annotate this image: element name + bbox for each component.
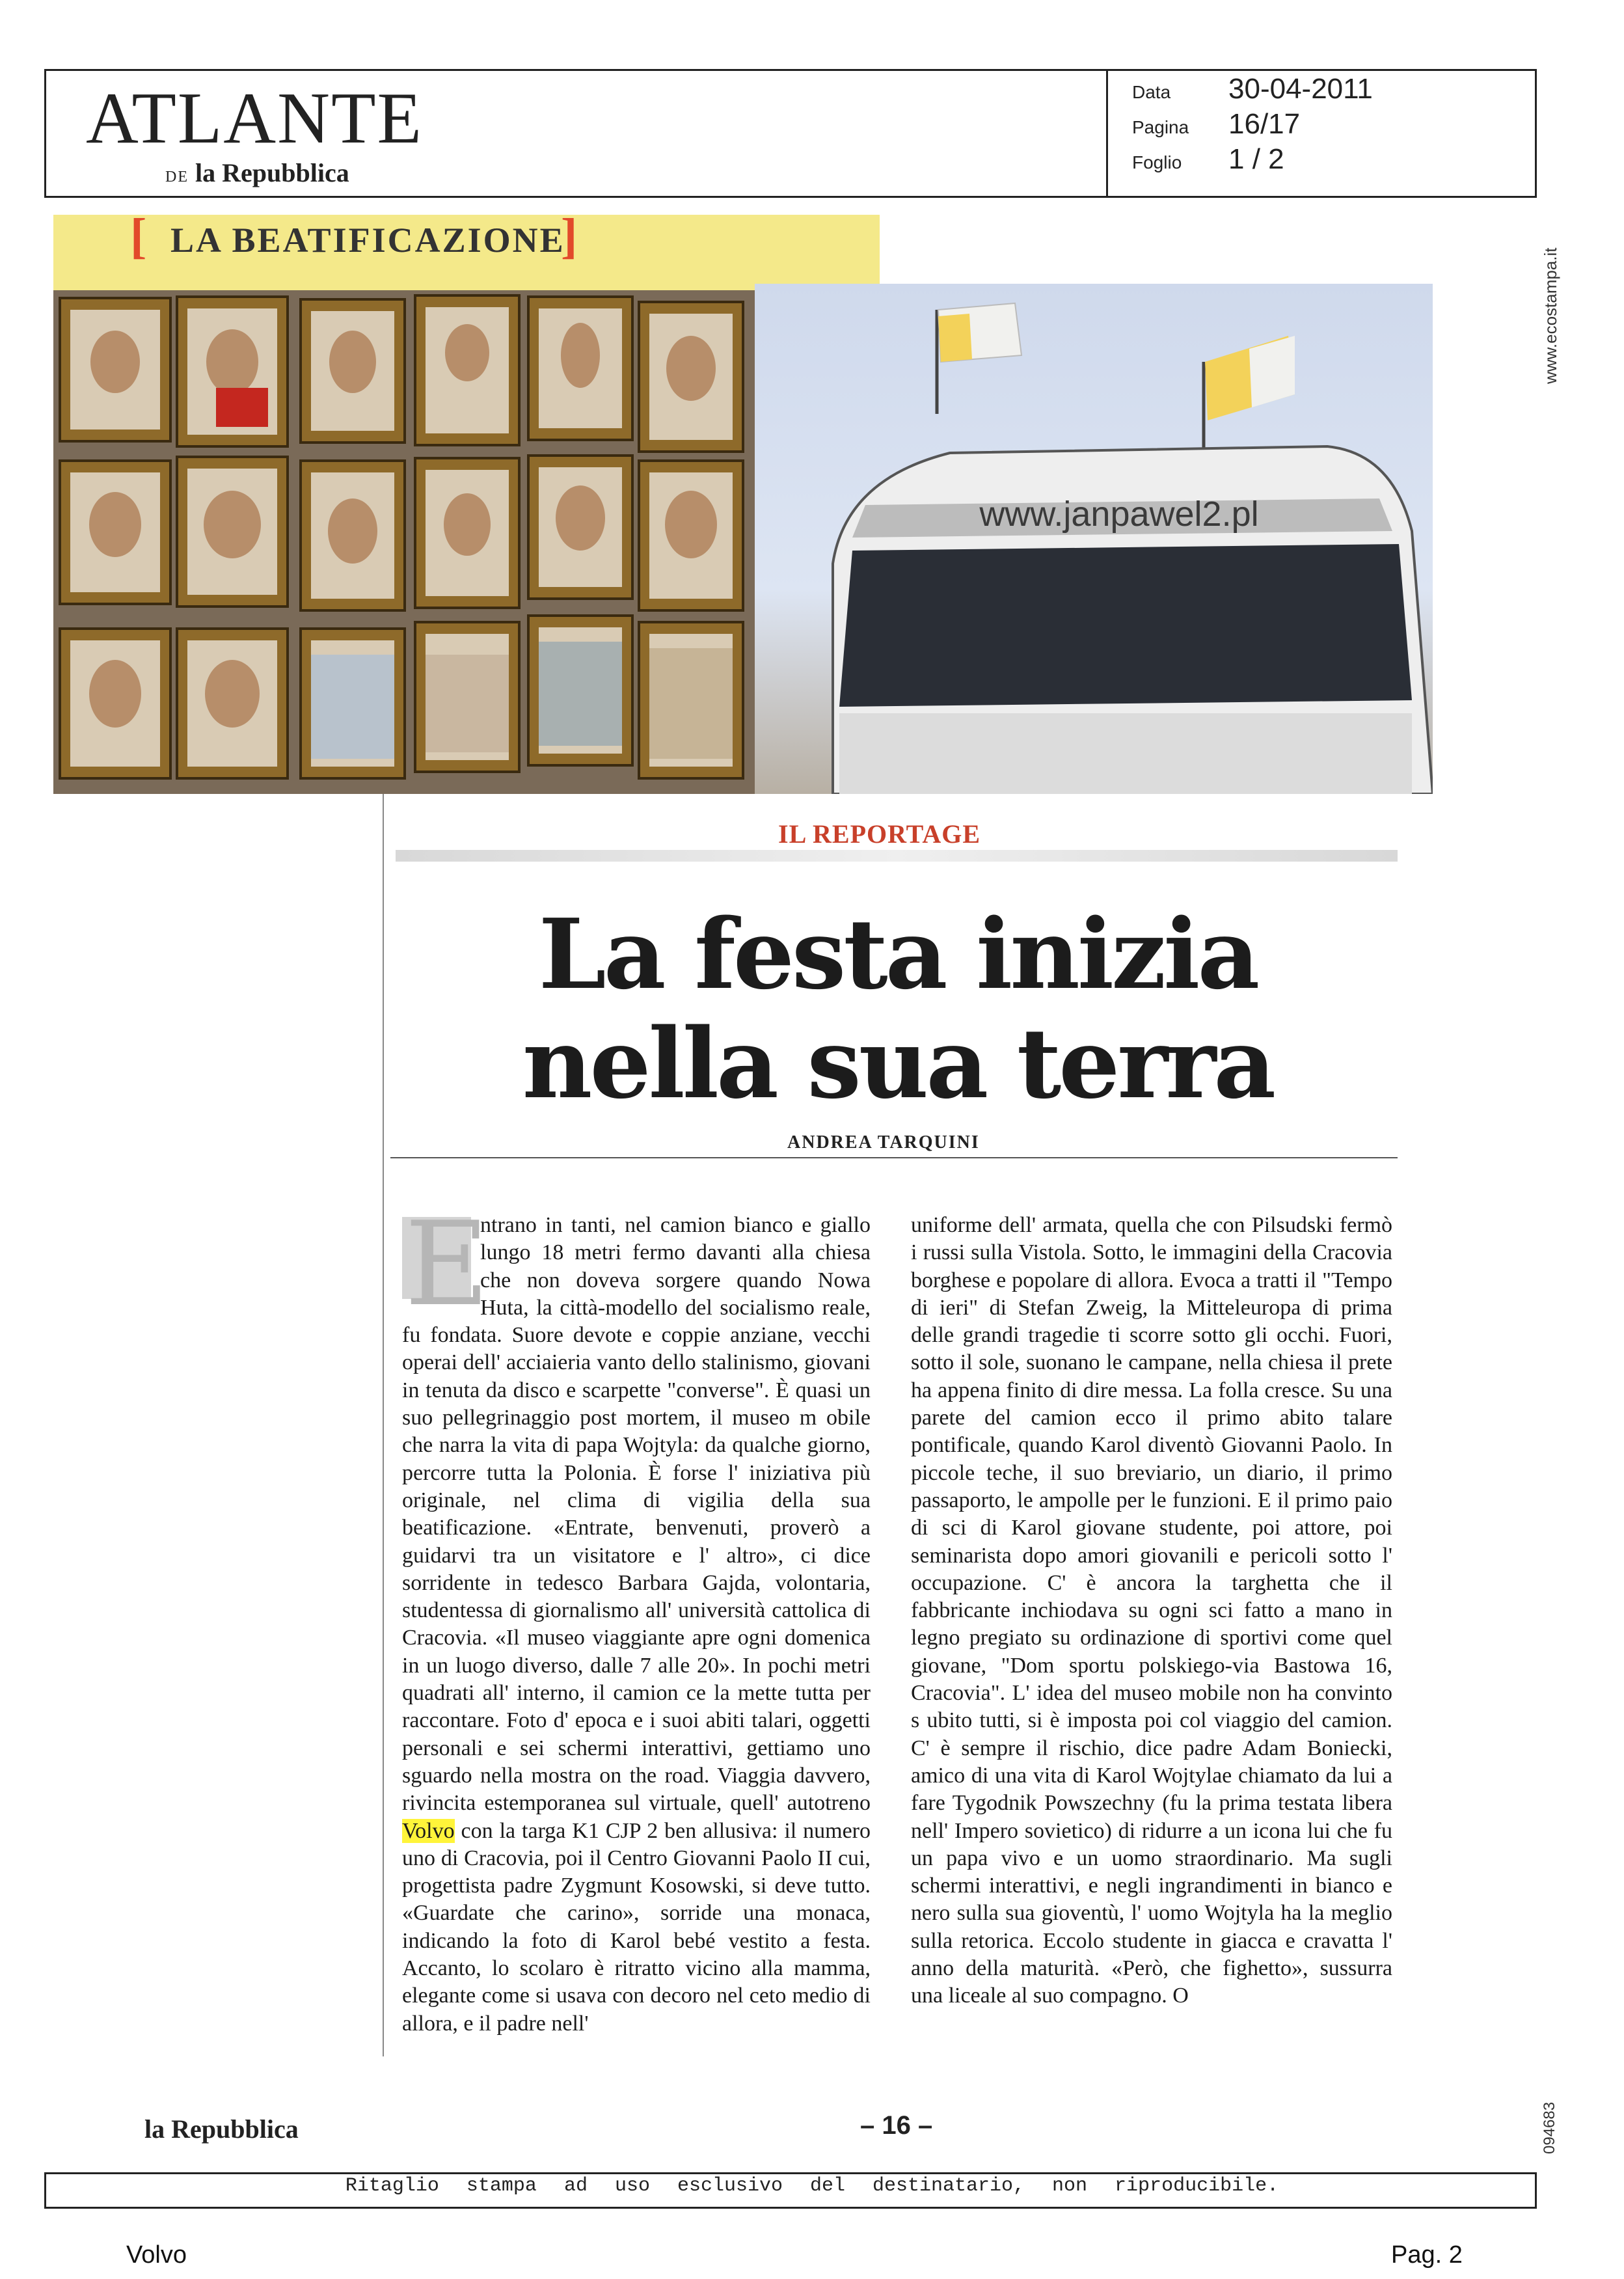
- disclaimer-text: Ritaglio stampa ad uso esclusivo del destinatario, non riproducibile.: [345, 2175, 1279, 2197]
- headline-line-1: La festa inizia: [538, 897, 1258, 1011]
- repubblica-logo: [165, 157, 349, 188]
- byline: ANDREA TARQUINI: [787, 1132, 980, 1153]
- side-code: 094683: [1541, 2101, 1558, 2154]
- kicker-text: LA BEATIFICAZIONE: [170, 221, 565, 260]
- logo-de: DE: [165, 169, 189, 185]
- bottom-page-label: Pag. 2: [1391, 2241, 1463, 2269]
- column-1-text-b: con la targa K1 CJP 2 ben allusiva: il numero uno di Cracovia, poi il Centro Giovanni Paolo II cui, progettista padre Zygmunt Kosowski, si deve tutto. «Guardate che carino», sorride una monaca, indicando la foto di Karol bebé vestito a festa. Accanto, lo scolaro è ritratto vicino alla mamma, elegante come si usava con decoro nel ceto medio di allora, e il padre nell': [402, 1818, 871, 2036]
- truck-photo: [755, 284, 1433, 794]
- meta-value-data: 30-04-2011: [1228, 73, 1373, 105]
- article-column-1: [402, 1197, 871, 2038]
- footer-paper-logo: la Repubblica: [144, 2114, 299, 2144]
- header-divider: [1106, 69, 1108, 198]
- atlante-logo: ATLANTE: [86, 78, 423, 159]
- column-1-text-a: ntrano in tanti, nel camion bianco e giallo lungo 18 metri fermo davanti alla chiesa che non doveva sorgere quando Nowa Huta, la città-modello del socialismo reale, fu fondata. Suore devote e coppie anziane, vecchi operai dell' acciaieria vanto dello stalinismo, giovani in tenuta da disco e scarpette "converse". È quasi un suo pellegrinaggio post mortem, il museo m obile che narra la vita di papa Wojtyla: da qualche giorno, percorre tutta la Polonia. È forse l' iniziativa più originale, nel clima di vigilia della sua beatificazione. «Entrate, benvenuti, proverò a guidarvi tra un visitatore e l' altro», ci dice sorridente in tedesco Barbara Gajda, volontaria, studentessa di giornalismo all' università cattolica di Cracovia. «Il museo viaggiante apre ogni domenica in un luogo diverso, dalle 7 alle 20». In pochi metri quadrati all' interno, il camion ce la mette tutta per raccontare. Foto d' epoca e i suoi abiti talari, oggetti personali e sei schermi interattivi, gettiamo uno sguardo nella mostra on the road. Viaggia davvero, rivincita estemporanea sul virtuale, quell' autotreno: [402, 1213, 871, 1816]
- kicker-bracket-open: [: [130, 209, 147, 264]
- article-column-2: uniforme dell' armata, quella che con Pilsudski fermò i russi sulla Vistola. Sotto, le immagini della Cracovia borghese e popolare di allora. Evoca a tratti il "Tempo di ieri" di Stefan Zweig, la Mitteleuropa di prima delle grandi tragedie ti scorre sotto gli occhi. Fuori, sotto il sole, suonano le campane, nella chiesa il prete ha appena finito di dire messa. La folla cresce. Su una parete del camion ecco il primo abito talare pontificale, quando Karol diventò Giovanni Paolo. In piccole teche, il suo breviario, un diario, il primo passaporto, le ampolle per le funzioni. E il primo paio di sci di Karol giovane studente, poi attore, poi seminarista dopo amori giovanili e pericoli sotto l' occupazione. C' è ancora la targhetta che il fabbricante inchiodava su ogni sci fatto a mano in legno pregiato su ordinazione di sportivi come quel giovane, "Dom sportu polskiego-via Bastowa 16, Cracovia". L' idea del museo mobile non ha convinto s ubito tutti, si è imposta poi col viaggio del camion. C' è sempre il rischio, dice padre Adam Boniecki, amico di una vita di Karol Wojtylae chiamato da lui a fare Tygodnik Powszechny (fu la prima testata libera nell' Impero sovietico) di ridurre a un icona lui che fu un papa vivo e un uomo straordinario. Ma sugli schermi interattivi, e negli ingrandimenti in bianco e nero sulla sua gioventù, l' uomo Wojtyla ha la meglio sulla retorica. Eccolo studente in giacca e cravatta l' anno della maturità. «Però, che fighetto», sussurra una liceale al suo compagno. O: [911, 1213, 1392, 2008]
- article-left-rule: [383, 794, 384, 2056]
- meta-value-pagina: 16/17: [1228, 108, 1301, 140]
- portraits-photo: [53, 290, 755, 794]
- section-label: IL REPORTAGE: [778, 819, 981, 849]
- highlighted-keyword: Volvo: [402, 1818, 455, 1843]
- kicker-bracket-close: ]: [561, 209, 578, 264]
- truck-banner-text: www.janpawel2.pl: [979, 495, 1259, 534]
- side-url: www.ecostampa.it: [1541, 247, 1560, 384]
- drop-cap-letter: E: [405, 1197, 489, 1331]
- drop-cap: [402, 1197, 489, 1331]
- bottom-left-label: Volvo: [126, 2241, 187, 2269]
- section-bar: [396, 850, 1398, 862]
- portraits-illustration: [53, 290, 755, 794]
- headline-line-2: nella sua terra: [522, 1007, 1274, 1120]
- meta-label-pagina: Pagina: [1132, 117, 1189, 137]
- footer-page-number: – 16 –: [860, 2111, 933, 2140]
- logo-paper: la Repubblica: [195, 158, 349, 187]
- byline-rule: [390, 1157, 1398, 1158]
- meta-label-data: Data: [1132, 82, 1171, 102]
- meta-value-foglio: 1 / 2: [1228, 143, 1284, 175]
- meta-label-foglio: Foglio: [1132, 152, 1182, 172]
- truck-illustration: [755, 284, 1433, 794]
